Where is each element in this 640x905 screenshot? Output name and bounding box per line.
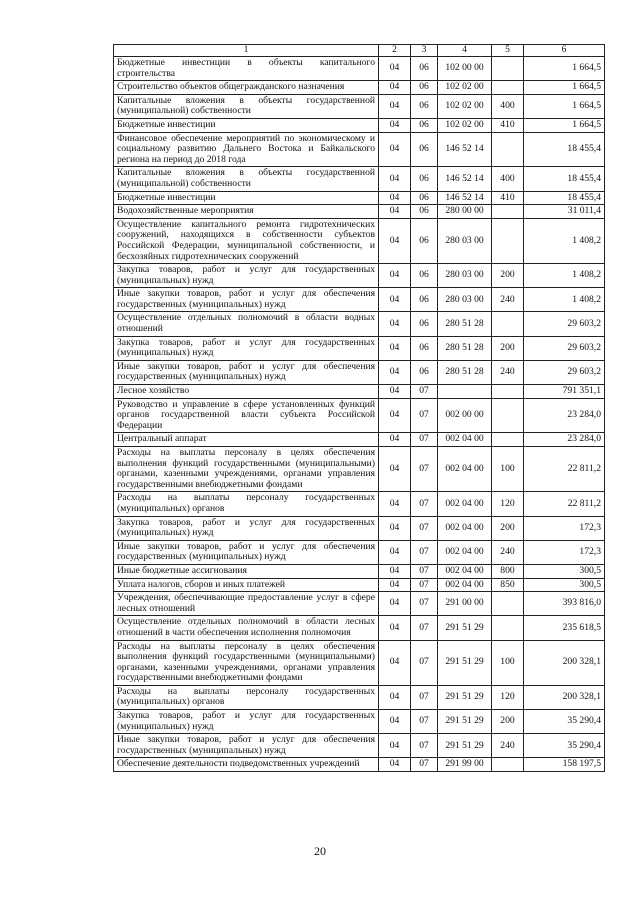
target-article-cell: 280 03 00 [438,218,492,263]
expense-type-cell [492,433,524,447]
table-row [114,264,605,288]
subsection-cell: 07 [411,447,438,492]
expense-type-cell [492,205,524,219]
target-article-cell: 280 00 00 [438,205,492,219]
section-cell: 04 [379,218,411,263]
section-cell: 04 [379,592,411,616]
expense-type-cell: 410 [492,118,524,132]
amount-cell: 23 284,0 [524,398,605,433]
table-row [114,94,605,118]
expense-type-cell: 800 [492,564,524,578]
amount-cell: 23 284,0 [524,433,605,447]
row-name-cell: Осуществление капитального ремонта гидротехнических сооружений, находящихся в собственности субъектов Российской Федерации, муниципальной собственности, и бесхозяйных гидротехнических сооружений [114,218,379,263]
table-row [114,57,605,81]
subsection-cell: 07 [411,616,438,640]
subsection-cell: 06 [411,336,438,360]
section-cell: 04 [379,167,411,191]
amount-cell: 31 011,4 [524,205,605,219]
row-name-cell: Расходы на выплаты персоналу государственных (муниципальных) органов [114,492,379,516]
amount-cell: 172,3 [524,516,605,540]
amount-cell: 200 328,1 [524,640,605,685]
table-row [114,433,605,447]
table-row [114,118,605,132]
expense-type-cell: 200 [492,516,524,540]
table-row [114,218,605,263]
header-cell-target-article: 4 [438,45,492,57]
table-row [114,132,605,167]
section-cell: 04 [379,758,411,772]
expense-type-cell: 120 [492,492,524,516]
target-article-cell: 102 02 00 [438,81,492,95]
subsection-cell: 07 [411,710,438,734]
row-name-cell: Центральный аппарат [114,433,379,447]
amount-cell: 393 816,0 [524,592,605,616]
subsection-cell: 06 [411,118,438,132]
row-name-cell: Осуществление отдельных полномочий в области водных отношений [114,312,379,336]
subsection-cell: 06 [411,94,438,118]
target-article-cell: 102 02 00 [438,94,492,118]
table-row [114,167,605,191]
expense-type-cell [492,398,524,433]
subsection-cell: 07 [411,385,438,399]
subsection-cell: 07 [411,564,438,578]
header-cell-expense-type: 5 [492,45,524,57]
section-cell: 04 [379,118,411,132]
subsection-cell: 07 [411,516,438,540]
amount-cell: 35 290,4 [524,710,605,734]
row-name-cell: Расходы на выплаты персоналу в целях обеспечения выполнения функций государственными (муниципальными) органами, казенными учреждениями, органами управления государственными внебюджетными фондами [114,447,379,492]
row-name-cell: Иные закупки товаров, работ и услуг для обеспечения государственных (муниципальных) нужд [114,540,379,564]
amount-cell: 791 351,1 [524,385,605,399]
section-cell: 04 [379,540,411,564]
target-article-cell [438,385,492,399]
subsection-cell: 06 [411,81,438,95]
row-name-cell: Руководство и управление в сфере установленных функций органов государственной власти субъекта Российской Федерации [114,398,379,433]
subsection-cell: 07 [411,734,438,758]
header-cell-amount: 6 [524,45,605,57]
expense-type-cell [492,592,524,616]
target-article-cell: 146 52 14 [438,167,492,191]
section-cell: 04 [379,191,411,205]
subsection-cell: 06 [411,264,438,288]
table-row [114,734,605,758]
subsection-cell: 07 [411,685,438,709]
amount-cell: 172,3 [524,540,605,564]
row-name-cell: Бюджетные инвестиции [114,191,379,205]
row-name-cell: Строительство объектов общегражданского назначения [114,81,379,95]
row-name-cell: Расходы на выплаты персоналу государственных (муниципальных) органов [114,685,379,709]
row-name-cell: Закупка товаров, работ и услуг для государственных (муниципальных) нужд [114,516,379,540]
row-name-cell: Бюджетные инвестиции [114,118,379,132]
target-article-cell: 280 03 00 [438,288,492,312]
row-name-cell: Финансовое обеспечение мероприятий по экономическому и социальному развитию Дальнего Востока и Байкальского региона на период до 2018 года [114,132,379,167]
amount-cell: 18 455,4 [524,132,605,167]
row-name-cell: Учреждения, обеспечивающие предоставление услуг в сфере лесных отношений [114,592,379,616]
target-article-cell: 280 03 00 [438,264,492,288]
section-cell: 04 [379,132,411,167]
table-row [114,578,605,592]
subsection-cell: 06 [411,132,438,167]
table-row [114,312,605,336]
subsection-cell: 07 [411,398,438,433]
table-row [114,360,605,384]
expense-type-cell: 200 [492,264,524,288]
target-article-cell: 291 51 29 [438,640,492,685]
target-article-cell: 146 52 14 [438,191,492,205]
subsection-cell: 06 [411,360,438,384]
target-article-cell: 146 52 14 [438,132,492,167]
table-row [114,616,605,640]
target-article-cell: 102 00 00 [438,57,492,81]
section-cell: 04 [379,433,411,447]
page-number: 20 [314,844,326,858]
expense-type-cell: 120 [492,685,524,709]
section-cell: 04 [379,81,411,95]
expense-type-cell: 400 [492,167,524,191]
row-name-cell: Осуществление отдельных полномочий в области лесных отношений в части обеспечения исполнения полномочия [114,616,379,640]
table-row [114,564,605,578]
amount-cell: 1 408,2 [524,218,605,263]
expense-type-cell [492,132,524,167]
amount-cell: 158 197,5 [524,758,605,772]
row-name-cell: Закупка товаров, работ и услуг для государственных (муниципальных) нужд [114,336,379,360]
table-row [114,640,605,685]
subsection-cell: 07 [411,540,438,564]
target-article-cell: 002 04 00 [438,447,492,492]
amount-cell: 1 664,5 [524,57,605,81]
target-article-cell: 002 04 00 [438,433,492,447]
amount-cell: 235 618,5 [524,616,605,640]
target-article-cell: 291 99 00 [438,758,492,772]
subsection-cell: 07 [411,578,438,592]
row-name-cell: Закупка товаров, работ и услуг для государственных (муниципальных) нужд [114,264,379,288]
section-cell: 04 [379,447,411,492]
table-row [114,758,605,772]
header-cell-section: 2 [379,45,411,57]
subsection-cell: 07 [411,492,438,516]
expense-type-cell: 100 [492,447,524,492]
budget-table [113,44,605,772]
table-row [114,385,605,399]
expense-type-cell [492,312,524,336]
table-row [114,685,605,709]
row-name-cell: Закупка товаров, работ и услуг для государственных (муниципальных) нужд [114,710,379,734]
section-cell: 04 [379,616,411,640]
section-cell: 04 [379,710,411,734]
subsection-cell: 07 [411,640,438,685]
amount-cell: 1 664,5 [524,94,605,118]
section-cell: 04 [379,398,411,433]
section-cell: 04 [379,685,411,709]
subsection-cell: 06 [411,218,438,263]
section-cell: 04 [379,564,411,578]
target-article-cell: 002 04 00 [438,564,492,578]
subsection-cell: 07 [411,592,438,616]
expense-type-cell: 240 [492,288,524,312]
target-article-cell: 291 51 29 [438,616,492,640]
header-cell-name: 1 [114,45,379,57]
row-name-cell: Водохозяйственные мероприятия [114,205,379,219]
row-name-cell: Расходы на выплаты персоналу в целях обеспечения выполнения функций государственными (муниципальными) органами, казенными учреждениями, органами управления государственными внебюджетными фондами [114,640,379,685]
target-article-cell: 291 00 00 [438,592,492,616]
section-cell: 04 [379,288,411,312]
amount-cell: 29 603,2 [524,312,605,336]
table-row [114,540,605,564]
amount-cell: 1 408,2 [524,264,605,288]
row-name-cell: Капитальные вложения в объекты государственной (муниципальной) собственности [114,167,379,191]
expense-type-cell [492,616,524,640]
target-article-cell: 002 04 00 [438,516,492,540]
target-article-cell: 280 51 28 [438,360,492,384]
table-row [114,205,605,219]
expense-type-cell: 850 [492,578,524,592]
table-row [114,288,605,312]
row-name-cell: Иные бюджетные ассигнования [114,564,379,578]
table-row [114,336,605,360]
amount-cell: 35 290,4 [524,734,605,758]
target-article-cell: 291 51 29 [438,685,492,709]
amount-cell: 300,5 [524,578,605,592]
section-cell: 04 [379,492,411,516]
row-name-cell: Иные закупки товаров, работ и услуг для обеспечения государственных (муниципальных) нужд [114,288,379,312]
target-article-cell: 280 51 28 [438,312,492,336]
amount-cell: 22 811,2 [524,492,605,516]
amount-cell: 18 455,4 [524,191,605,205]
amount-cell: 1 408,2 [524,288,605,312]
row-name-cell: Капитальные вложения в объекты государственной (муниципальной) собственности [114,94,379,118]
amount-cell: 300,5 [524,564,605,578]
section-cell: 04 [379,516,411,540]
section-cell: 04 [379,94,411,118]
row-name-cell: Бюджетные инвестиции в объекты капитального строительства [114,57,379,81]
section-cell: 04 [379,734,411,758]
amount-cell: 18 455,4 [524,167,605,191]
section-cell: 04 [379,57,411,81]
expense-type-cell [492,758,524,772]
target-article-cell: 002 04 00 [438,492,492,516]
row-name-cell: Уплата налогов, сборов и иных платежей [114,578,379,592]
target-article-cell: 102 02 00 [438,118,492,132]
row-name-cell: Обеспечение деятельности подведомственных учреждений [114,758,379,772]
table-row [114,447,605,492]
expense-type-cell: 200 [492,336,524,360]
budget-table-body [114,45,605,772]
expense-type-cell: 200 [492,710,524,734]
subsection-cell: 06 [411,191,438,205]
amount-cell: 29 603,2 [524,360,605,384]
section-cell: 04 [379,312,411,336]
table-row [114,398,605,433]
target-article-cell: 291 51 29 [438,710,492,734]
header-row [114,45,605,57]
section-cell: 04 [379,360,411,384]
amount-cell: 22 811,2 [524,447,605,492]
expense-type-cell [492,81,524,95]
expense-type-cell: 400 [492,94,524,118]
table-row [114,492,605,516]
section-cell: 04 [379,264,411,288]
table-row [114,710,605,734]
expense-type-cell: 240 [492,734,524,758]
target-article-cell: 002 00 00 [438,398,492,433]
subsection-cell: 06 [411,205,438,219]
section-cell: 04 [379,640,411,685]
subsection-cell: 07 [411,433,438,447]
expense-type-cell [492,385,524,399]
expense-type-cell: 240 [492,360,524,384]
row-name-cell: Иные закупки товаров, работ и услуг для обеспечения государственных (муниципальных) нужд [114,734,379,758]
amount-cell: 200 328,1 [524,685,605,709]
header-cell-subsection: 3 [411,45,438,57]
target-article-cell: 002 04 00 [438,540,492,564]
row-name-cell: Иные закупки товаров, работ и услуг для обеспечения государственных (муниципальных) нужд [114,360,379,384]
table-row [114,592,605,616]
subsection-cell: 06 [411,288,438,312]
target-article-cell: 291 51 29 [438,734,492,758]
table-row [114,191,605,205]
expense-type-cell: 240 [492,540,524,564]
expense-type-cell: 410 [492,191,524,205]
amount-cell: 1 664,5 [524,81,605,95]
expense-type-cell: 100 [492,640,524,685]
section-cell: 04 [379,336,411,360]
subsection-cell: 07 [411,758,438,772]
subsection-cell: 06 [411,167,438,191]
amount-cell: 1 664,5 [524,118,605,132]
section-cell: 04 [379,385,411,399]
target-article-cell: 280 51 28 [438,336,492,360]
target-article-cell: 002 04 00 [438,578,492,592]
table-row [114,81,605,95]
amount-cell: 29 603,2 [524,336,605,360]
subsection-cell: 06 [411,312,438,336]
table-row [114,516,605,540]
section-cell: 04 [379,578,411,592]
subsection-cell: 06 [411,57,438,81]
row-name-cell: Лесное хозяйство [114,385,379,399]
expense-type-cell [492,218,524,263]
section-cell: 04 [379,205,411,219]
expense-type-cell [492,57,524,81]
